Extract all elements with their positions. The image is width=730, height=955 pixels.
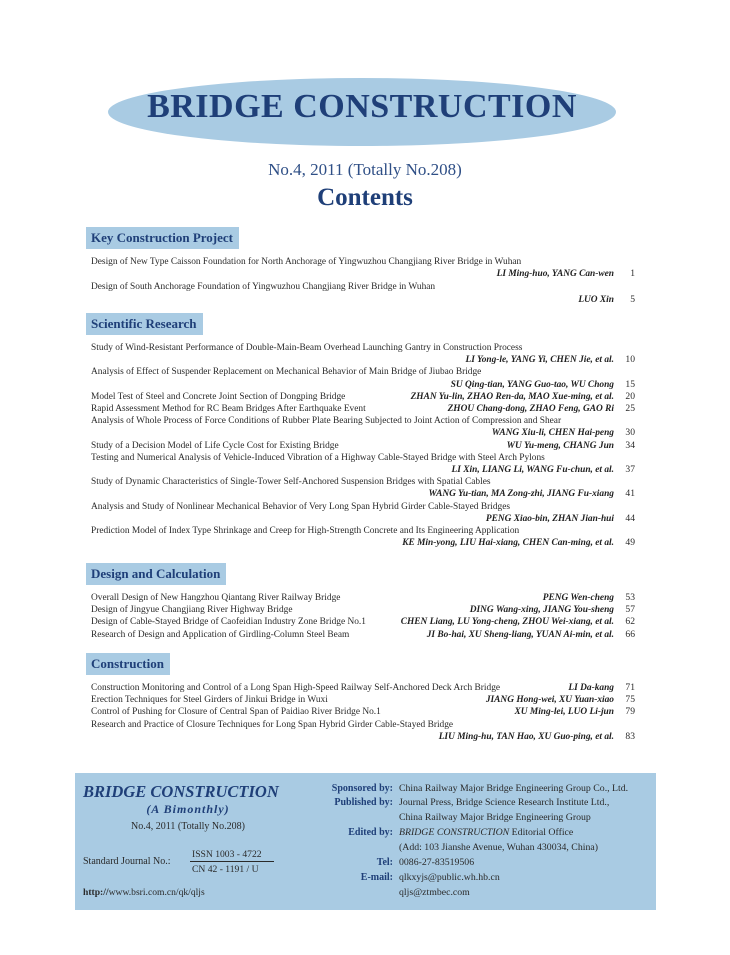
entry-title: Prediction Model of Index Type Shrinkage and Creep for High-Strength Concrete and Its Engineering Application	[91, 526, 520, 537]
section-key-construction-project	[86, 227, 640, 306]
entry-authors: PENG Wen-cheng	[542, 593, 614, 603]
entry-page: 49	[625, 537, 635, 549]
entry-page: 57	[625, 604, 635, 616]
toc-entry[interactable]	[86, 604, 640, 616]
edited-office: Editorial Office	[509, 827, 574, 838]
entry-title: Design of Cable-Stayed Bridge of Caofeidian Industry Zone Bridge No.1	[91, 617, 366, 628]
entry-authors: LIU Ming-hu, TAN Hao, XU Guo-ping, et al.	[438, 731, 614, 742]
entry-title: Control of Pushing for Closure of Central Span of Paidiao River Bridge No.1	[91, 707, 381, 718]
entry-page: 75	[625, 694, 635, 706]
toc-entry[interactable]	[86, 719, 640, 743]
entry-title: Design of Jingyue Changjiang River Highway Bridge	[91, 605, 293, 616]
toc-entry[interactable]	[86, 592, 640, 604]
published-value-line-2: China Railway Major Bridge Engineering Group	[399, 812, 591, 823]
entry-title: Design of New Type Caisson Foundation for North Anchorage of Yingwuzhou Changjiang River Bridge in Wuhan	[91, 257, 522, 267]
toc-entry[interactable]	[86, 682, 640, 694]
toc-entry[interactable]	[86, 694, 640, 706]
entry-page: 71	[625, 682, 635, 693]
email-value-1[interactable]: qlkxyjs@public.wh.hb.cn	[399, 872, 500, 883]
entry-authors: PENG Xiao-bin, ZHAN Jian-hui	[485, 513, 614, 524]
entry-authors: LI Yong-le, YANG Yi, CHEN Jie, et al.	[465, 355, 614, 366]
entry-authors: ZHAN Yu-lin, ZHAO Ren-da, MAO Xue-ming, et al.	[410, 391, 614, 402]
entry-title: Study of Wind-Resistant Performance of Double-Main-Beam Overhead Launching Gantry in Construction Process	[91, 343, 523, 353]
entry-authors: WANG Yu-tian, MA Zong-zhi, JIANG Fu-xiang	[428, 489, 614, 500]
toc-entry[interactable]	[86, 256, 640, 280]
entry-authors: KE Min-yong, LIU Hai-xiang, CHEN Can-ming, et al.	[402, 538, 614, 549]
toc-entry[interactable]	[86, 452, 640, 476]
email-value-2[interactable]: qljs@ztmbec.com	[399, 887, 470, 898]
toc-entry[interactable]	[86, 440, 640, 452]
entry-authors: SU Qing-tian, YANG Guo-tao, WU Chong	[450, 379, 614, 390]
info-journal-name: BRIDGE CONSTRUCTION	[83, 782, 279, 801]
tel-value: 0086-27-83519506	[399, 857, 475, 868]
entry-title: Erection Techniques for Steel Girders of Jinkui Bridge in Wuxi	[91, 695, 328, 706]
info-frequency: (A Bimonthly)	[146, 802, 230, 816]
sponsored-value: China Railway Major Bridge Engineering Group Co., Ltd.	[399, 783, 629, 794]
edited-journal-name: BRIDGE CONSTRUCTION	[399, 827, 510, 838]
contents-heading: Contents	[317, 184, 413, 211]
entry-title: Research and Practice of Closure Techniques for Long Span Hybrid Girder Cable-Stayed Bridge	[91, 719, 454, 730]
entry-title: Study of a Decision Model of Life Cycle Cost for Existing Bridge	[91, 440, 339, 451]
journal-title: BRIDGE CONSTRUCTION	[147, 88, 577, 125]
toc-entry[interactable]	[86, 366, 640, 390]
toc-entry[interactable]	[86, 391, 640, 403]
entry-page: 30	[625, 427, 635, 439]
issn-number: ISSN 1003 - 4722	[192, 849, 262, 860]
section-title: Key Construction Project	[86, 227, 239, 249]
tel-label: Tel:	[376, 857, 393, 868]
standard-journal-label: Standard Journal No.:	[83, 856, 171, 867]
entry-title: Rapid Assessment Method for RC Beam Bridges After Earthquake Event	[91, 404, 366, 415]
info-issue: No.4, 2011 (Totally No.208)	[131, 821, 245, 832]
entry-page: 37	[625, 464, 635, 476]
section-title: Design and Calculation	[86, 563, 226, 585]
url-prefix: http://	[83, 887, 109, 898]
entry-page: 83	[625, 730, 635, 742]
entry-page: 62	[625, 616, 635, 628]
toc-entry[interactable]	[86, 525, 640, 549]
entry-page: 34	[625, 439, 635, 451]
toc-entry[interactable]	[86, 501, 640, 525]
entry-page: 44	[625, 512, 635, 524]
section-construction	[86, 653, 640, 743]
entry-page: 15	[625, 378, 635, 390]
entry-authors: JI Bo-hai, XU Sheng-liang, YUAN Ai-min, et al.	[426, 629, 614, 640]
toc-entry[interactable]	[86, 629, 640, 641]
section-title: Construction	[86, 653, 170, 675]
address-value: (Add: 103 Jianshe Avenue, Wuhan 430034, China)	[399, 842, 598, 853]
entry-page: 25	[625, 403, 635, 415]
entry-authors: LI Da-kang	[568, 683, 614, 693]
toc-entry[interactable]	[86, 281, 640, 305]
entry-authors: WANG Xiu-li, CHEN Hai-peng	[491, 428, 614, 439]
entry-page: 53	[625, 592, 635, 603]
toc-entry[interactable]	[86, 403, 640, 415]
entry-title: Study of Dynamic Characteristics of Single-Tower Self-Anchored Suspension Bridges with Spatial Cables	[91, 477, 491, 488]
entry-page: 10	[625, 354, 635, 366]
issn-divider	[190, 861, 274, 862]
section-design-and-calculation	[86, 563, 640, 641]
entry-title: Analysis of Whole Process of Force Conditions of Rubber Plate Bearing Subjected to Joint Action of Compression and Shear	[91, 416, 562, 427]
entry-page: 79	[625, 706, 635, 718]
entry-page: 1	[630, 268, 635, 280]
published-label: Published by:	[334, 797, 393, 808]
sponsored-label: Sponsored by:	[331, 783, 393, 794]
toc-entry[interactable]	[86, 616, 640, 628]
entry-page: 20	[625, 390, 635, 402]
entry-title: Construction Monitoring and Control of a Long Span High-Speed Railway Self-Anchored Deck Arch Bridge	[91, 683, 501, 693]
issue-line: No.4, 2011 (Totally No.208)	[268, 160, 462, 179]
entry-authors: LI Xin, LIANG Li, WANG Fu-chun, et al.	[451, 465, 614, 476]
entry-authors: JIANG Hong-wei, XU Yuan-xiao	[485, 695, 614, 706]
edited-label: Edited by:	[348, 827, 393, 838]
entry-page: 41	[625, 488, 635, 500]
entry-title: Design of South Anchorage Foundation of Yingwuzhou Changjiang River Bridge in Wuhan	[91, 282, 436, 293]
journal-url[interactable]	[83, 887, 205, 898]
entry-title: Model Test of Steel and Concrete Joint Section of Dongping Bridge	[91, 391, 346, 402]
entry-authors: XU Ming-lei, LUO Li-jun	[514, 707, 614, 718]
entry-title: Testing and Numerical Analysis of Vehicle-Induced Vibration of a Highway Cable-Stayed Bridge with Steel Arch Pylons	[91, 452, 545, 463]
entry-authors: DING Wang-xing, JIANG You-sheng	[469, 605, 614, 616]
published-value-line-1: Journal Press, Bridge Science Research Institute Ltd.,	[399, 797, 610, 808]
entry-title: Research of Design and Application of Girdling-Column Steel Beam	[91, 629, 350, 640]
section-title: Scientific Research	[86, 313, 203, 335]
entry-authors: LI Ming-huo, YANG Can-wen	[496, 269, 614, 280]
entry-authors: CHEN Liang, LU Yong-cheng, ZHOU Wei-xiang, et al.	[400, 617, 614, 628]
toc-entry[interactable]	[86, 342, 640, 366]
toc-entry[interactable]	[86, 706, 640, 718]
entry-title: Overall Design of New Hangzhou Qiantang River Railway Bridge	[91, 593, 341, 603]
entry-title: Analysis of Effect of Suspender Replacement on Mechanical Behavior of Main Bridge of Jiubao Bridge	[91, 367, 482, 378]
cn-number: CN 42 - 1191 / U	[192, 864, 259, 875]
edited-value	[399, 827, 573, 838]
entry-page: 5	[630, 293, 635, 305]
entry-authors: WU Yu-meng, CHANG Jun	[506, 440, 614, 451]
entry-authors: ZHOU Chang-dong, ZHAO Feng, GAO Ri	[447, 404, 614, 415]
email-label: E-mail:	[360, 872, 393, 883]
toc-entry[interactable]	[86, 415, 640, 439]
url-path: www.bsri.com.cn/qk/qljs	[108, 887, 205, 898]
entry-page: 66	[625, 628, 635, 640]
section-scientific-research	[86, 313, 640, 549]
entry-title: Analysis and Study of Nonlinear Mechanical Behavior of Very Long Span Hybrid Girder Cable-Stayed Bridges	[91, 501, 511, 512]
toc-entry[interactable]	[86, 476, 640, 500]
entry-authors: LUO Xin	[578, 294, 614, 305]
